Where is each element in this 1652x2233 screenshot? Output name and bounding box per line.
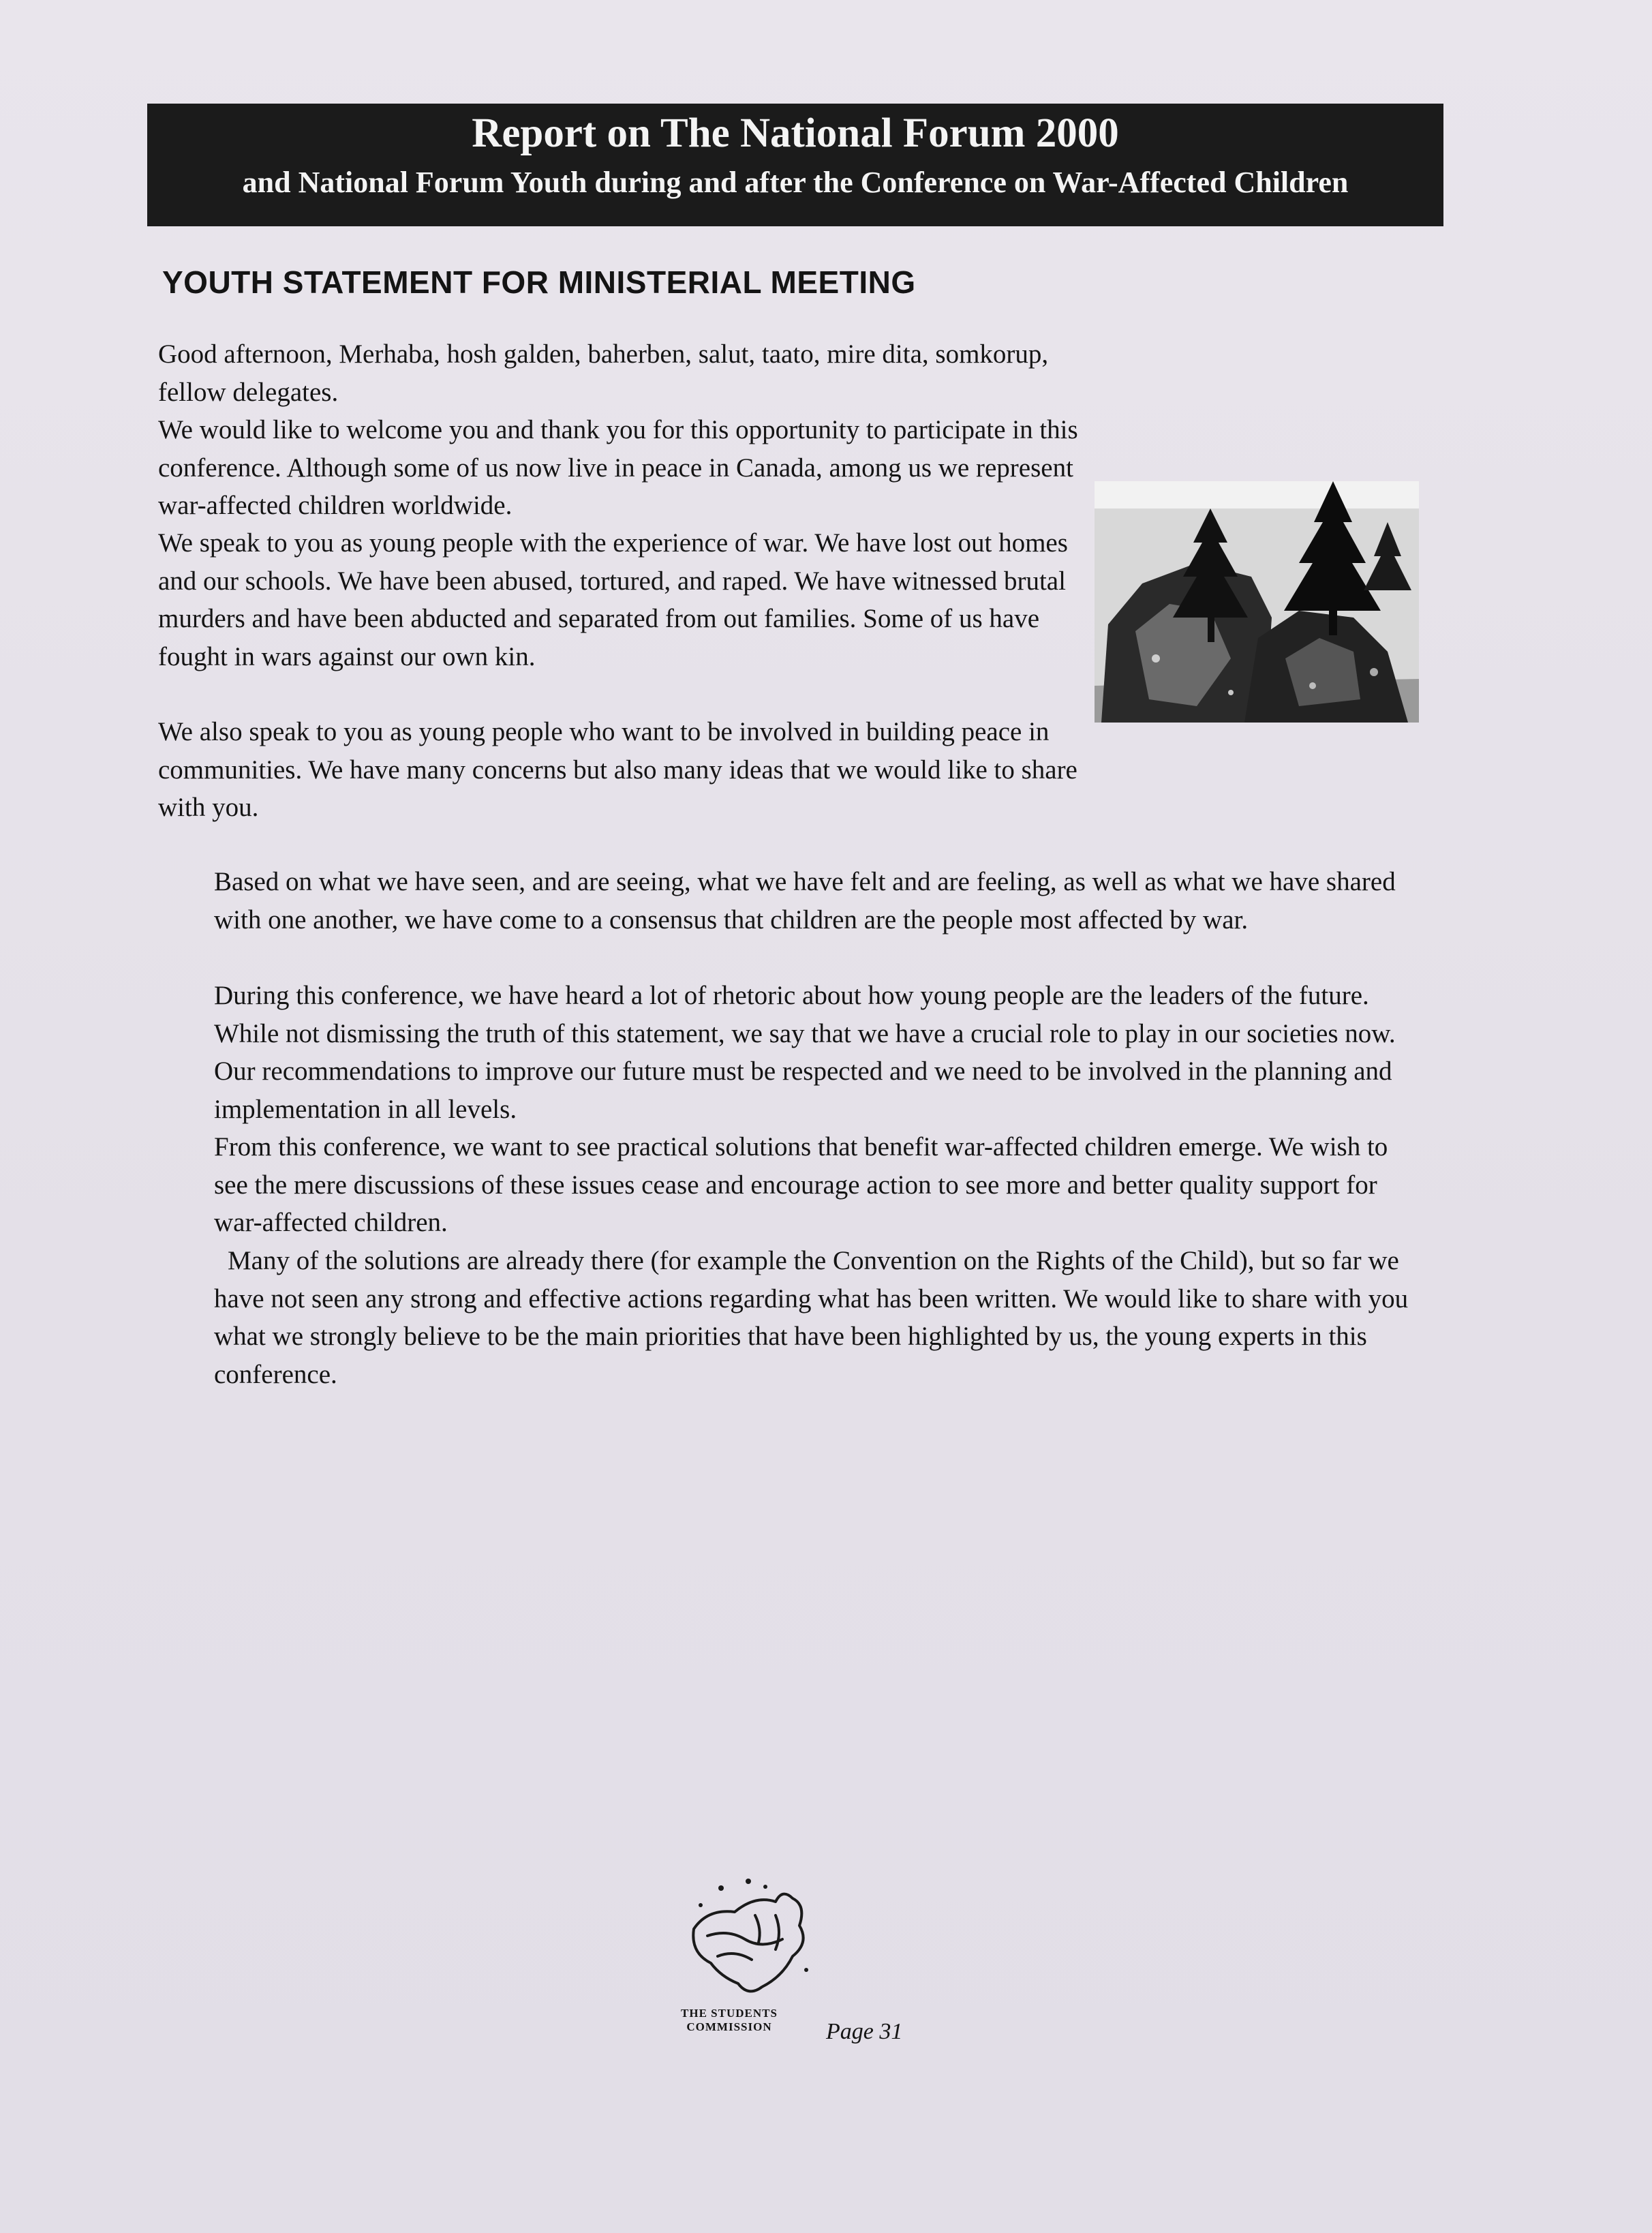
report-header-band — [147, 104, 1443, 226]
report-subtitle: and National Forum Youth during and after the Conference on War-Affected Children — [242, 166, 1349, 199]
logo-text-line1: THE STUDENTS — [681, 2007, 778, 2020]
priorities-paragraph: Many of the solutions are already there (for example the Convention on the Rights of the Child), but so far we have not seen any strong and effective actions regarding what has been written. We would like to share with you what we strongly believe to be the main priorities that have been highlighted by us, the young experts in this conference. — [214, 1246, 1409, 1389]
students-commission-logo-icon — [680, 1874, 823, 2004]
greeting-paragraph: Good afternoon, Merhaba, hosh galden, baherben, salut, taato, mire dita, somkorup, fellow delegates. — [158, 339, 1049, 407]
logo-wordmark — [668, 2007, 791, 2034]
page-number: Page 31 — [826, 2019, 903, 2044]
welcome-paragraph: We would like to welcome you and thank you for this opportunity to participate in this conference. Although some of us now live in peace in Canada, among us we represent war-affected children worldwide. — [158, 415, 1078, 520]
peace-building-paragraph: We also speak to you as young people who want to be involved in building peace in communities. We have many concerns but also many ideas that we would like to share with you. — [158, 717, 1077, 822]
solutions-paragraph: From this conference, we want to see practical solutions that benefit war-affected children emerge. We wish to see the mere discussions of these issues cease and encourage action to see more and better quality support for war-affected children. — [214, 1132, 1388, 1237]
consensus-paragraph: Based on what we have seen, and are seeing, what we have felt and are feeling, as well as what we have shared with one another, we have come to a consensus that children are the people most affected by war. — [214, 867, 1396, 935]
section-heading: YOUTH STATEMENT FOR MINISTERIAL MEETING — [162, 264, 916, 300]
experience-paragraph: We speak to you as young people with the experience of war. We have lost out homes and our schools. We have been abused, tortured, and raped. We have witnessed brutal murders and have been abducted and separated from out families. Some of us have fought in wars against our own kin. — [158, 528, 1068, 671]
trees-photo-icon — [1095, 481, 1419, 723]
rhetoric-paragraph: During this conference, we have heard a lot of rhetoric about how young people are the leaders of the future. While not dismissing the truth of this statement, we say that we have a crucial role to play in our societies now. Our recommendations to improve our future must be respected and we need to be involved in the planning and implementation in all levels. — [214, 981, 1396, 1124]
report-title: Report on The National Forum 2000 — [472, 110, 1119, 156]
logo-text-line2: COMMISSION — [686, 2020, 772, 2033]
